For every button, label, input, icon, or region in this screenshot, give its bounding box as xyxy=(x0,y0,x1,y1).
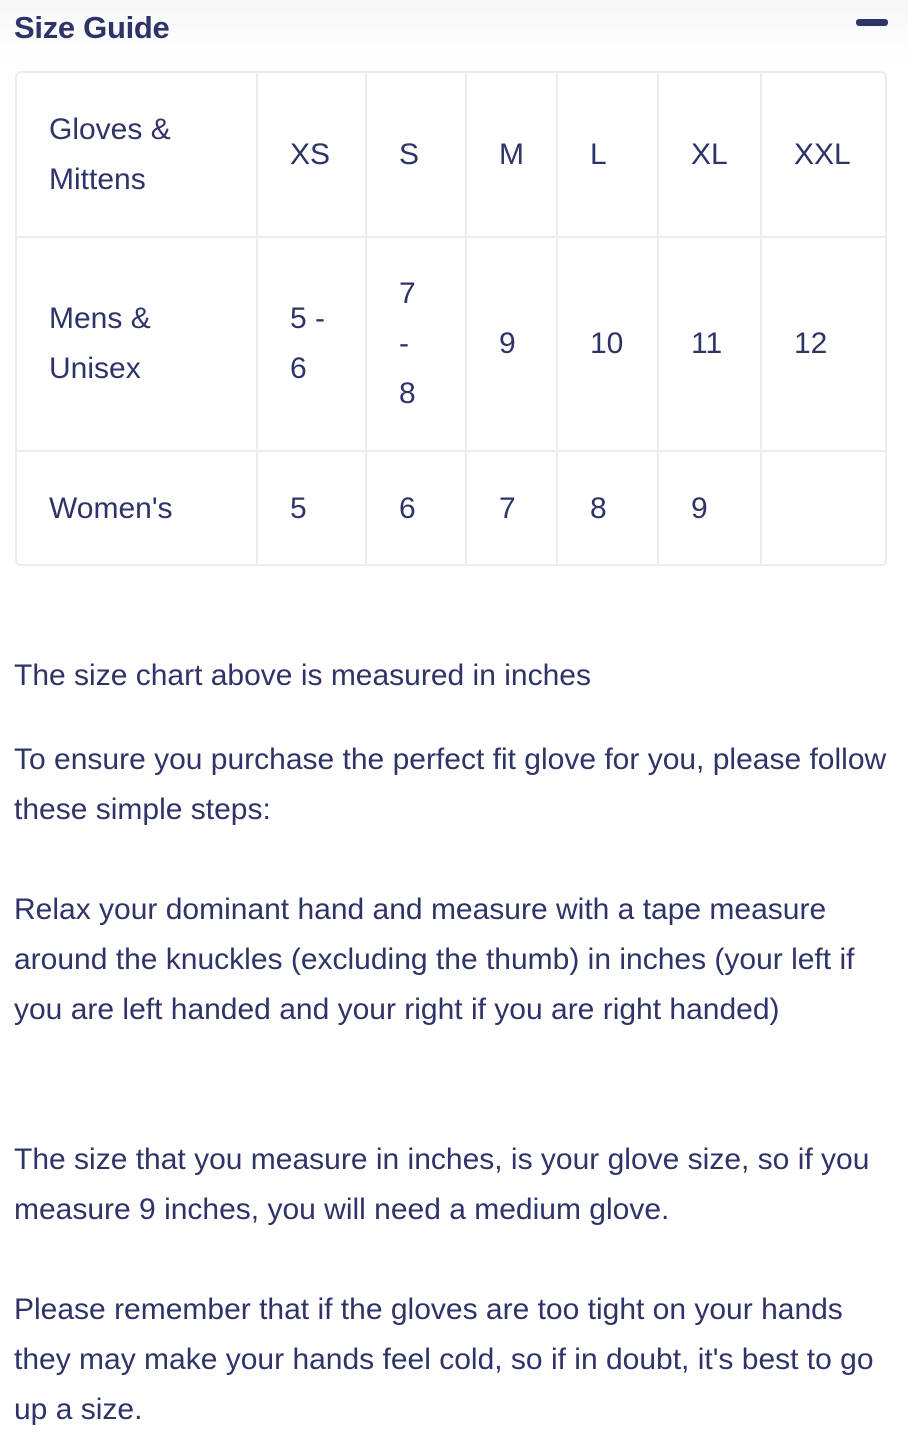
size-guide-header[interactable] xyxy=(0,0,908,62)
cell-mens-l: 10 xyxy=(557,237,658,451)
measure-note: The size chart above is measured in inches xyxy=(14,659,591,692)
size-guide-title: Size Guide xyxy=(14,10,170,45)
step-size-paragraph: The size that you measure in inches, is your glove size, so if you measure 9 inches, you will need a medium glove. xyxy=(14,1143,870,1226)
cell-mens-xl: 11 xyxy=(658,237,761,451)
cell-mens-xs xyxy=(257,237,366,451)
cell-line: 6 xyxy=(290,352,307,385)
cell-mens-s xyxy=(366,237,466,451)
cell-line: - xyxy=(399,327,409,360)
header-label-line: Mittens xyxy=(49,162,146,196)
size-header-xs: XS xyxy=(257,73,366,237)
cell-womens-xxl xyxy=(761,451,885,566)
cell-womens-s: 6 xyxy=(366,451,466,566)
cell-line: 5 - xyxy=(290,302,326,335)
tip-paragraph: Please remember that if the gloves are too tight on your hands they may make your hands feel cold, so if in doubt, it's best to go up a size. xyxy=(14,1293,874,1426)
cell-womens-l: 8 xyxy=(557,451,658,566)
step-relax-paragraph: Relax your dominant hand and measure with a tape measure around the knuckles (excluding the thumb) in inches (your left if you are left handed and your right if you are right handed) xyxy=(14,893,855,1026)
cell-mens-m: 9 xyxy=(466,237,557,451)
cell-womens-xl: 9 xyxy=(658,451,761,566)
size-header-xl: XL xyxy=(658,73,761,237)
cell-womens-xs: 5 xyxy=(257,451,366,566)
row-label-womens: Women's xyxy=(17,451,257,566)
intro-paragraph: To ensure you purchase the perfect fit glove for you, please follow these simple steps: xyxy=(14,743,887,826)
header-label-line: Gloves & xyxy=(49,112,171,146)
cell-line: 7 xyxy=(399,277,416,310)
row-label-mens-unisex xyxy=(17,237,257,451)
size-table-container xyxy=(15,71,887,566)
table-header-row xyxy=(17,73,885,237)
size-header-s: S xyxy=(366,73,466,237)
table-row xyxy=(17,237,885,451)
table-row xyxy=(17,451,885,566)
size-header-m: M xyxy=(466,73,557,237)
cell-mens-xxl: 12 xyxy=(761,237,885,451)
row-label-line: Mens & xyxy=(49,302,151,335)
size-header-l: L xyxy=(557,73,658,237)
size-table xyxy=(17,73,885,566)
minus-icon[interactable] xyxy=(856,19,888,26)
size-header-xxl: XXL xyxy=(761,73,885,237)
cell-line: 8 xyxy=(399,377,416,410)
cell-womens-m: 7 xyxy=(466,451,557,566)
table-header-label xyxy=(17,73,257,237)
row-label-line: Unisex xyxy=(49,352,141,385)
